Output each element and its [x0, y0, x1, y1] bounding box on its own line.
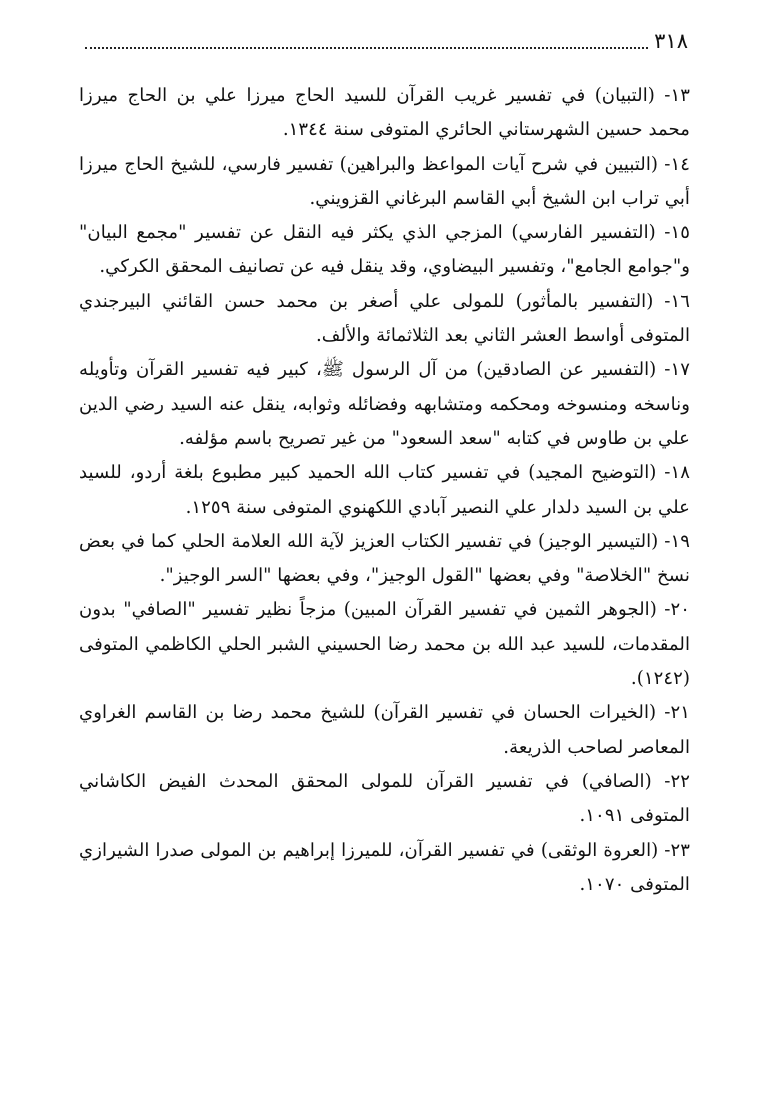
- entry-text: ١٣- (التبيان) في تفسير غريب القرآن للسيد الحاج ميرزا علي بن الحاج ميرزا محمد حسين الشهرستاني الحائري المتوفى سنة ١٣٤٤.: [79, 85, 690, 141]
- entry-18: [79, 456, 690, 525]
- entry-text: ١٧- (التفسير عن الصادقين) من آل الرسول ﷺ، كبير فيه تفسير القرآن وتأويله وناسخه ومنسوخه ومحكمه ومتشابهه وفضائله وثوابه، ينقل عنه السيد رضي الدين علي بن طاوس في كتابه "سعد السعود" من غير تصريح باسم مؤلفه.: [79, 359, 690, 449]
- page-number: ٣١٨: [654, 29, 688, 53]
- entry-15: [79, 216, 690, 285]
- entry-16: [79, 285, 690, 354]
- entry-23: [79, 834, 690, 903]
- entry-14: [79, 148, 690, 217]
- entry-text: ١٦- (التفسير بالمأثور) للمولى علي أصغر بن محمد حسن القائني البيرجندي المتوفى أواسط العشر الثاني بعد الثلاثمائة والألف.: [79, 290, 690, 347]
- entry-text: ٢٢- (الصافي) في تفسير القرآن للمولى المحقق المحدث الفيض الكاشاني المتوفى ١٠٩١.: [79, 770, 690, 827]
- entry-19: [79, 525, 690, 594]
- entry-text: ١٥- (التفسير الفارسي) المزجي الذي يكثر فيه النقل عن تفسير "مجمع البيان" و"جوامع الجامع"، وتفسير البيضاوي، وقد ينقل فيه عن تصانيف المحقق الكركي.: [79, 222, 690, 278]
- entry-21: [79, 696, 690, 765]
- header-dotted-rule: [85, 47, 648, 49]
- entry-text: ١٨- (التوضيح المجيد) في تفسير كتاب الله الحميد كبير مطبوع بلغة أردو، للسيد علي بن السيد دلدار علي النصير آبادي اللكهنوي المتوفى سنة ١٢٥٩.: [79, 462, 690, 518]
- entry-text: ٢٣- (العروة الوثقى) في تفسير القرآن، للميرزا إبراهيم بن المولى صدرا الشيرازي المتوفى ١٠٧٠.: [79, 839, 690, 895]
- entry-text: ٢٠- (الجوهر الثمين في تفسير القرآن المبين) مزجاً نظير تفسير "الصافي" بدون المقدمات، للسيد عبد الله بن محمد رضا الحسيني الشبر الحلي الكاظمي المتوفى (١٢٤٢).: [79, 599, 690, 690]
- entry-22: [79, 765, 690, 834]
- entry-text: ١٤- (التبيين في شرح آيات المواعظ والبراهين) تفسير فارسي، للشيخ الحاج ميرزا أبي تراب ابن الشيخ أبي القاسم البرغاني القزويني.: [79, 153, 690, 209]
- entry-text: ٢١- (الخيرات الحسان في تفسير القرآن) للشيخ محمد رضا بن القاسم الغراوي المعاصر لصاحب الذريعة.: [79, 702, 690, 758]
- page-header: [85, 28, 688, 54]
- entry-20: [79, 593, 690, 696]
- entry-13: [79, 79, 690, 148]
- page-body: [79, 79, 690, 902]
- entry-text: ١٩- (التيسير الوجيز) في تفسير الكتاب العزيز لآية الله العلامة الحلي كما في بعض نسخ "الخلاصة" وفي بعضها "القول الوجيز"، وفي بعضها "السر الوجيز".: [79, 530, 690, 587]
- entry-17: [79, 353, 690, 456]
